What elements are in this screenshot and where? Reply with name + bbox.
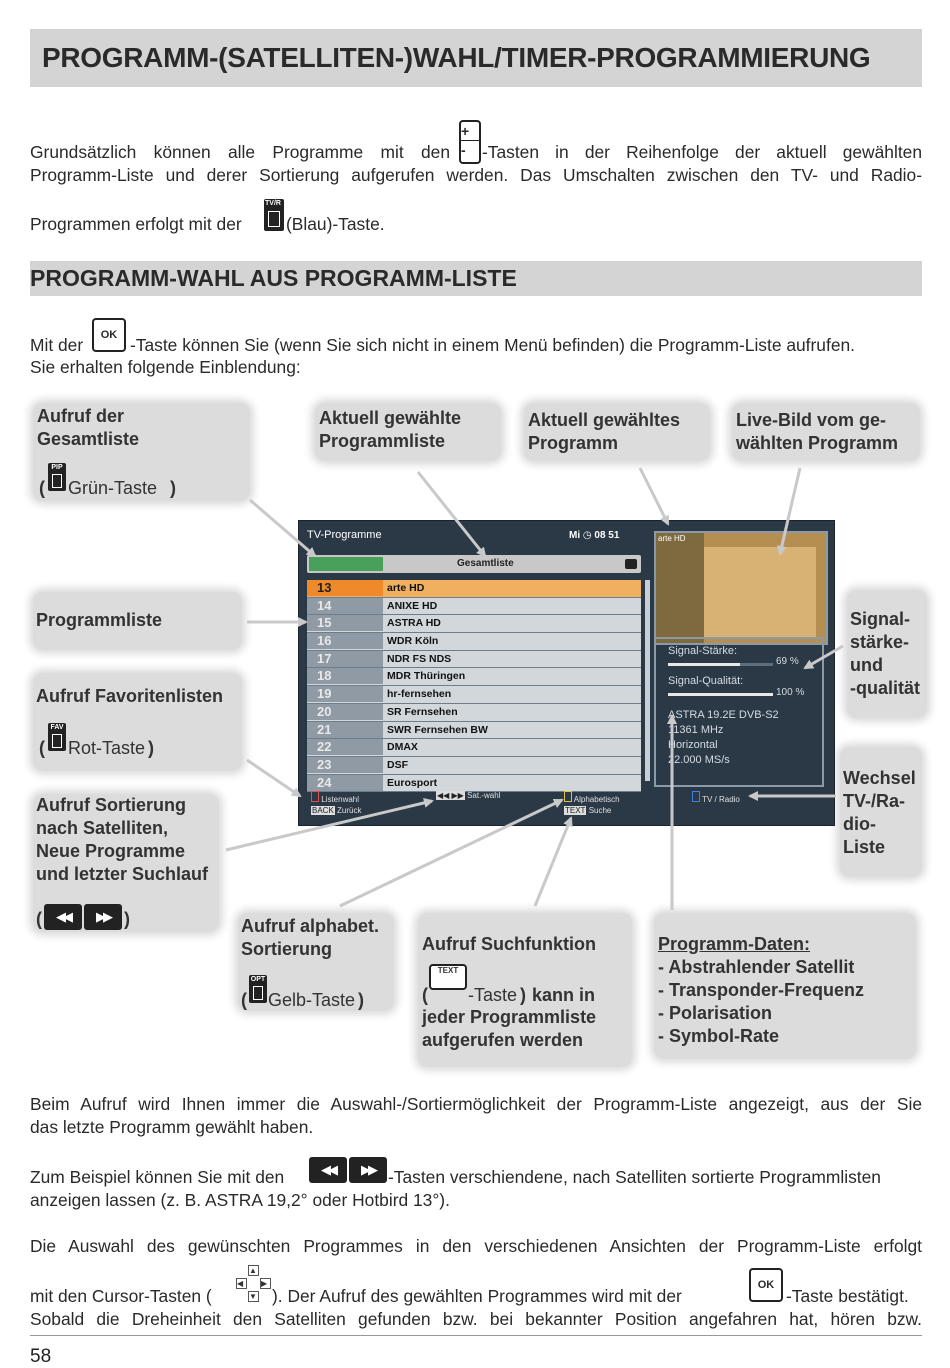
callout-gesamtliste-line-1: Aufruf der [37,406,124,426]
list-toggle-icon [625,559,637,569]
callout-aktuelle-liste [315,403,501,461]
channel-number: 20 [307,704,383,720]
body-p1-line-1: Beim Aufruf wird Ihnen immer die Auswahl-/Sortiermöglichkeit der Programm-Liste angezeigt, aus der Sie [30,1094,922,1114]
callout-suchfunktion-line-3: jeder Programmliste [422,1007,597,1027]
ok-line-1 [30,318,922,358]
paren-close: ) [520,985,526,1005]
text-key-small-icon: TEXT [565,806,586,815]
live-image-shade [656,533,704,643]
intro-line-1a: Grundsätzlich können alle Programme mit den [30,142,450,162]
intro-line-3 [30,197,922,237]
channel-number: 13 [307,580,383,596]
callout-aktuelles-programm-line-1: Aktuell gewähltes [528,410,681,430]
callout-signal-line-2: stärke- [850,632,910,652]
live-image [696,547,816,637]
programm-daten-item: - Abstrahlender Satellit [658,957,855,977]
channel-name: arte HD [387,582,425,594]
callout-sortierung-line-1: Aufruf Sortierung [36,795,186,815]
forward-key-icon: ▶▶ [84,904,122,930]
page-number: 58 [30,1346,52,1367]
callout-suchfunktion-rest: kann in [532,985,596,1005]
body-p2-line-2: anzeigen lassen (z. B. ASTRA 19,2° oder Hotbird 13°). [30,1190,450,1210]
paren-close: ) [148,738,154,758]
callout-suchfunktion-line-1: Aufruf Suchfunktion [422,934,596,954]
callout-live-bild-line-1: Live-Bild vom ge- [736,410,887,430]
callout-wechsel-line-4: Liste [843,837,886,857]
pip-key-label: PIP [51,464,63,471]
channel-name: DMAX [387,741,418,754]
body-p3-line-3: Sobald die Dreheinheit den Satelliten gefunden bzw. bei bekannter Position angefahren hat, hören bzw. [30,1309,922,1329]
footer-tvradio-text: TV / Radio [702,795,740,804]
channel-name: hr-fernsehen [387,688,452,701]
footer-alphabetisch-text: Alphabetisch [573,795,620,804]
footer-suche [564,806,611,815]
programm-daten-item: - Polarisation [658,1003,773,1023]
tv-radio-key-icon [264,199,284,231]
channel-name: ANIXE HD [387,599,438,612]
channel-row[interactable] [307,580,641,598]
arrow-favoriten [247,760,300,796]
callout-gesamtliste [33,403,250,501]
ok-line-2: Sie erhalten folgende Einblendung: [30,357,301,377]
channel-name: SWR Fernsehen BW [387,723,488,736]
programm-daten-title: Programm-Daten: [658,934,811,954]
paren-close: ) [358,990,364,1010]
frequency-info: 11361 MHz [668,724,724,736]
signal-strength-label: Signal-Stärke: [668,645,738,657]
channel-name: MDR Thüringen [387,670,466,683]
paren-open: ( [422,985,428,1005]
page-title: PROGRAMM-(SATELLITEN-)WAHL/TIMER-PROGRAMMIERUNG [30,29,922,87]
channel-scrollbar[interactable] [645,580,650,781]
channel-row[interactable] [307,633,641,651]
channel-number: 18 [307,668,383,684]
callout-wechsel [840,747,922,877]
signal-strength-bar [668,663,773,666]
callout-programmliste: Programmliste [33,592,242,650]
callout-wechsel-line-2: TV-/Ra- [843,791,906,811]
green-pip-key-icon [48,463,66,491]
body-p3-line-2a: mit den Cursor-Tasten ( [30,1286,212,1306]
paren-open: ( [36,909,42,929]
arrow-aktuelles-programm [640,468,668,524]
body-p1-line-2: das letzte Programm gewählt haben. [30,1117,314,1137]
ok-line-1b: -Taste können Sie (wenn Sie sich nicht in einem Menü befinden) die Programm-Liste aufrufen. [130,335,855,355]
channel-row[interactable] [307,775,641,793]
list-label: Gesamtliste [457,558,514,569]
footer-alphabetisch [564,791,620,804]
text-key-text: -Taste [468,985,518,1005]
text-key-icon: TEXT [429,964,467,990]
symbol-rate-info: 22.000 MS/s [668,754,730,766]
paren-close: ) [124,909,130,929]
tv-screen [298,520,835,826]
footer-suche-text: Suche [588,806,612,815]
live-preview [654,531,828,645]
arrow-suchfunktion [535,818,571,906]
channel-number: 24 [307,775,383,791]
channel-number: 23 [307,757,383,773]
yellow-key-icon [564,791,572,802]
signal-strength-value: 69 % [776,656,799,667]
clock-icon: ◷ [582,530,592,541]
opt-key-label: OPT [250,976,266,983]
ok-line-1a: Mit der [30,335,84,355]
channel-row[interactable] [307,739,641,757]
callout-wechsel-line-3: dio- [843,814,876,834]
red-key-text: Rot-Taste [68,738,146,758]
signal-quality-value: 100 % [776,687,805,698]
channel-row[interactable] [307,615,641,633]
callout-sortierung-line-3: Neue Programme [36,841,186,861]
channel-name: WDR Köln [387,635,439,648]
body-p3-line-2c: -Taste bestätigt. [786,1286,909,1306]
channel-number: 14 [307,598,383,614]
tv-radio-key-label: TV/R [265,200,281,207]
channel-row[interactable] [307,668,641,686]
callout-signal-line-4: -qualität [850,678,920,698]
body-p2-line-1a: Zum Beispiel können Sie mit den [30,1167,285,1187]
screen-day: Mi [569,530,581,541]
intro-line-3b: (Blau)-Taste. [286,214,385,234]
channel-number: 15 [307,615,383,631]
plus-label: + [461,123,470,139]
callout-suchfunktion [418,913,632,1067]
channel-list [307,580,641,792]
back-key-icon: BACK [312,806,334,815]
channel-number: 22 [307,739,383,755]
screen-clock [569,530,619,541]
footer-satwahl-text: Sat.-wahl [467,791,501,800]
callout-signal [847,590,927,718]
blue-key-icon [692,791,700,802]
channel-row[interactable] [307,686,641,704]
channel-name: DSF [387,758,408,771]
screen-time: 08 51 [594,530,620,541]
callout-aktuelle-liste-line-1: Aktuell gewählte [319,408,462,428]
yellow-opt-key-icon [249,975,267,1003]
red-fav-key-icon [48,723,66,751]
footer-rule [30,1335,922,1336]
footer-zurueck-text: Zurück [337,806,362,815]
body-p3-line-2b: ). Der Aufruf des gewählten Programmes wird mit der [272,1286,682,1306]
signal-quality-bar [668,693,773,696]
callout-favoriten-line-1: Aufruf Favoritenlisten [36,686,224,706]
channel-row[interactable] [307,757,641,775]
channel-row[interactable] [307,704,641,722]
intro-line-3a: Programmen erfolgt mit der [30,214,242,234]
body-p3-line-1: Die Auswahl des gewünschten Programmes in den verschiedenen Ansichten der Programm-Liste erfolgt [30,1236,922,1256]
channel-row[interactable] [307,722,641,740]
callout-alphabet-line-2: Sortierung [241,939,333,959]
channel-number: 19 [307,686,383,702]
section-title: PROGRAMM-WAHL AUS PROGRAMM-LISTE [30,261,922,296]
forward-key-icon: ▶▶ [349,1157,387,1183]
callout-wechsel-line-1: Wechsel [843,768,916,788]
polarisation-info: Horizontal [668,739,718,751]
fav-key-label: FAV [50,724,64,731]
yellow-key-text: Gelb-Taste [268,990,356,1010]
paren-open: ( [241,990,247,1010]
body-p3-line-2 [30,1264,922,1308]
minus-label: - [461,142,466,158]
callout-aktuelle-liste-line-2: Programmliste [319,431,446,451]
paren-open: ( [39,478,45,498]
callout-signal-line-1: Signal- [850,609,911,629]
channel-row[interactable] [307,598,641,616]
programm-daten-item: - Transponder-Frequenz [658,980,865,1000]
ok-key-icon: OK [92,318,126,352]
body-p2-line-1b: -Tasten verschiendene, nach Satelliten sortierte Programmlisten [388,1167,881,1187]
footer-zurueck [311,806,361,815]
callout-live-bild-line-2: wählten Programm [736,433,899,453]
rewind-key-icon: ◀◀ [44,904,82,930]
plus-minus-key-icon [459,120,481,164]
callout-sortierung-line-2: nach Satelliten, [36,818,169,838]
callout-favoriten [33,673,242,771]
channel-number: 21 [307,722,383,738]
rewind-forward-key-icon: ◀◀ ▶▶ [437,791,464,800]
paren-close: ) [170,478,176,498]
green-key-text: Grün-Taste [68,478,158,498]
footer-satwahl [436,791,500,800]
callout-alphabet-line-1: Aufruf alphabet. [241,916,379,936]
footer-listenwahl-text: Listenwahl [321,795,360,804]
callout-programm-daten [654,913,916,1059]
channel-name: Eurosport [387,776,438,789]
callout-sortierung [33,794,219,932]
rewind-key-icon: ◀◀ [309,1157,347,1183]
callout-suchfunktion-line-4: aufgerufen werden [422,1030,584,1050]
live-label: arte HD [658,534,686,543]
callout-live-bild [732,403,920,461]
intro-line-2: Programm-Liste und derer Sortierung aufgerufen werden. Das Umschalten zwischen den TV- und Radio- [30,165,922,185]
channel-name: NDR FS NDS [387,652,452,665]
paren-open: ( [39,738,45,758]
footer-tvradio [692,791,740,804]
green-tab [309,557,383,571]
callout-aktuelles-programm-line-2: Programm [528,433,619,453]
callout-alphabet [238,913,394,1011]
callout-sortierung-line-4: und letzter Suchlauf [36,864,209,884]
programm-daten-item: - Symbol-Rate [658,1026,780,1046]
signal-quality-label: Signal-Qualität: [668,675,744,687]
channel-number: 17 [307,651,383,667]
signal-quality-fill [668,693,773,696]
channel-number: 16 [307,633,383,649]
intro-line-1b: -Tasten in der Reihenfolge der aktuell gewählten [482,142,922,162]
channel-name: ASTRA HD [387,617,441,630]
footer-listenwahl [311,791,359,804]
signal-info-panel [654,637,824,787]
signal-strength-fill [668,663,740,666]
satellite-info: ASTRA 19.2E DVB-S2 [668,709,779,721]
channel-name: SR Fernsehen [387,705,458,718]
intro-line-1 [30,118,922,164]
red-key-icon [311,791,319,802]
cursor-keys-icon: ▲ ◀ ▶ ▼ [236,1265,270,1303]
callout-gesamtliste-line-2: Gesamtliste [37,429,140,449]
callout-aktuelles-programm [524,403,710,461]
list-selector-bar[interactable] [307,555,641,573]
ok-key-icon: OK [749,1268,783,1302]
channel-row[interactable] [307,651,641,669]
callout-signal-line-3: und [850,655,883,675]
screen-title: TV-Programme [307,529,382,541]
